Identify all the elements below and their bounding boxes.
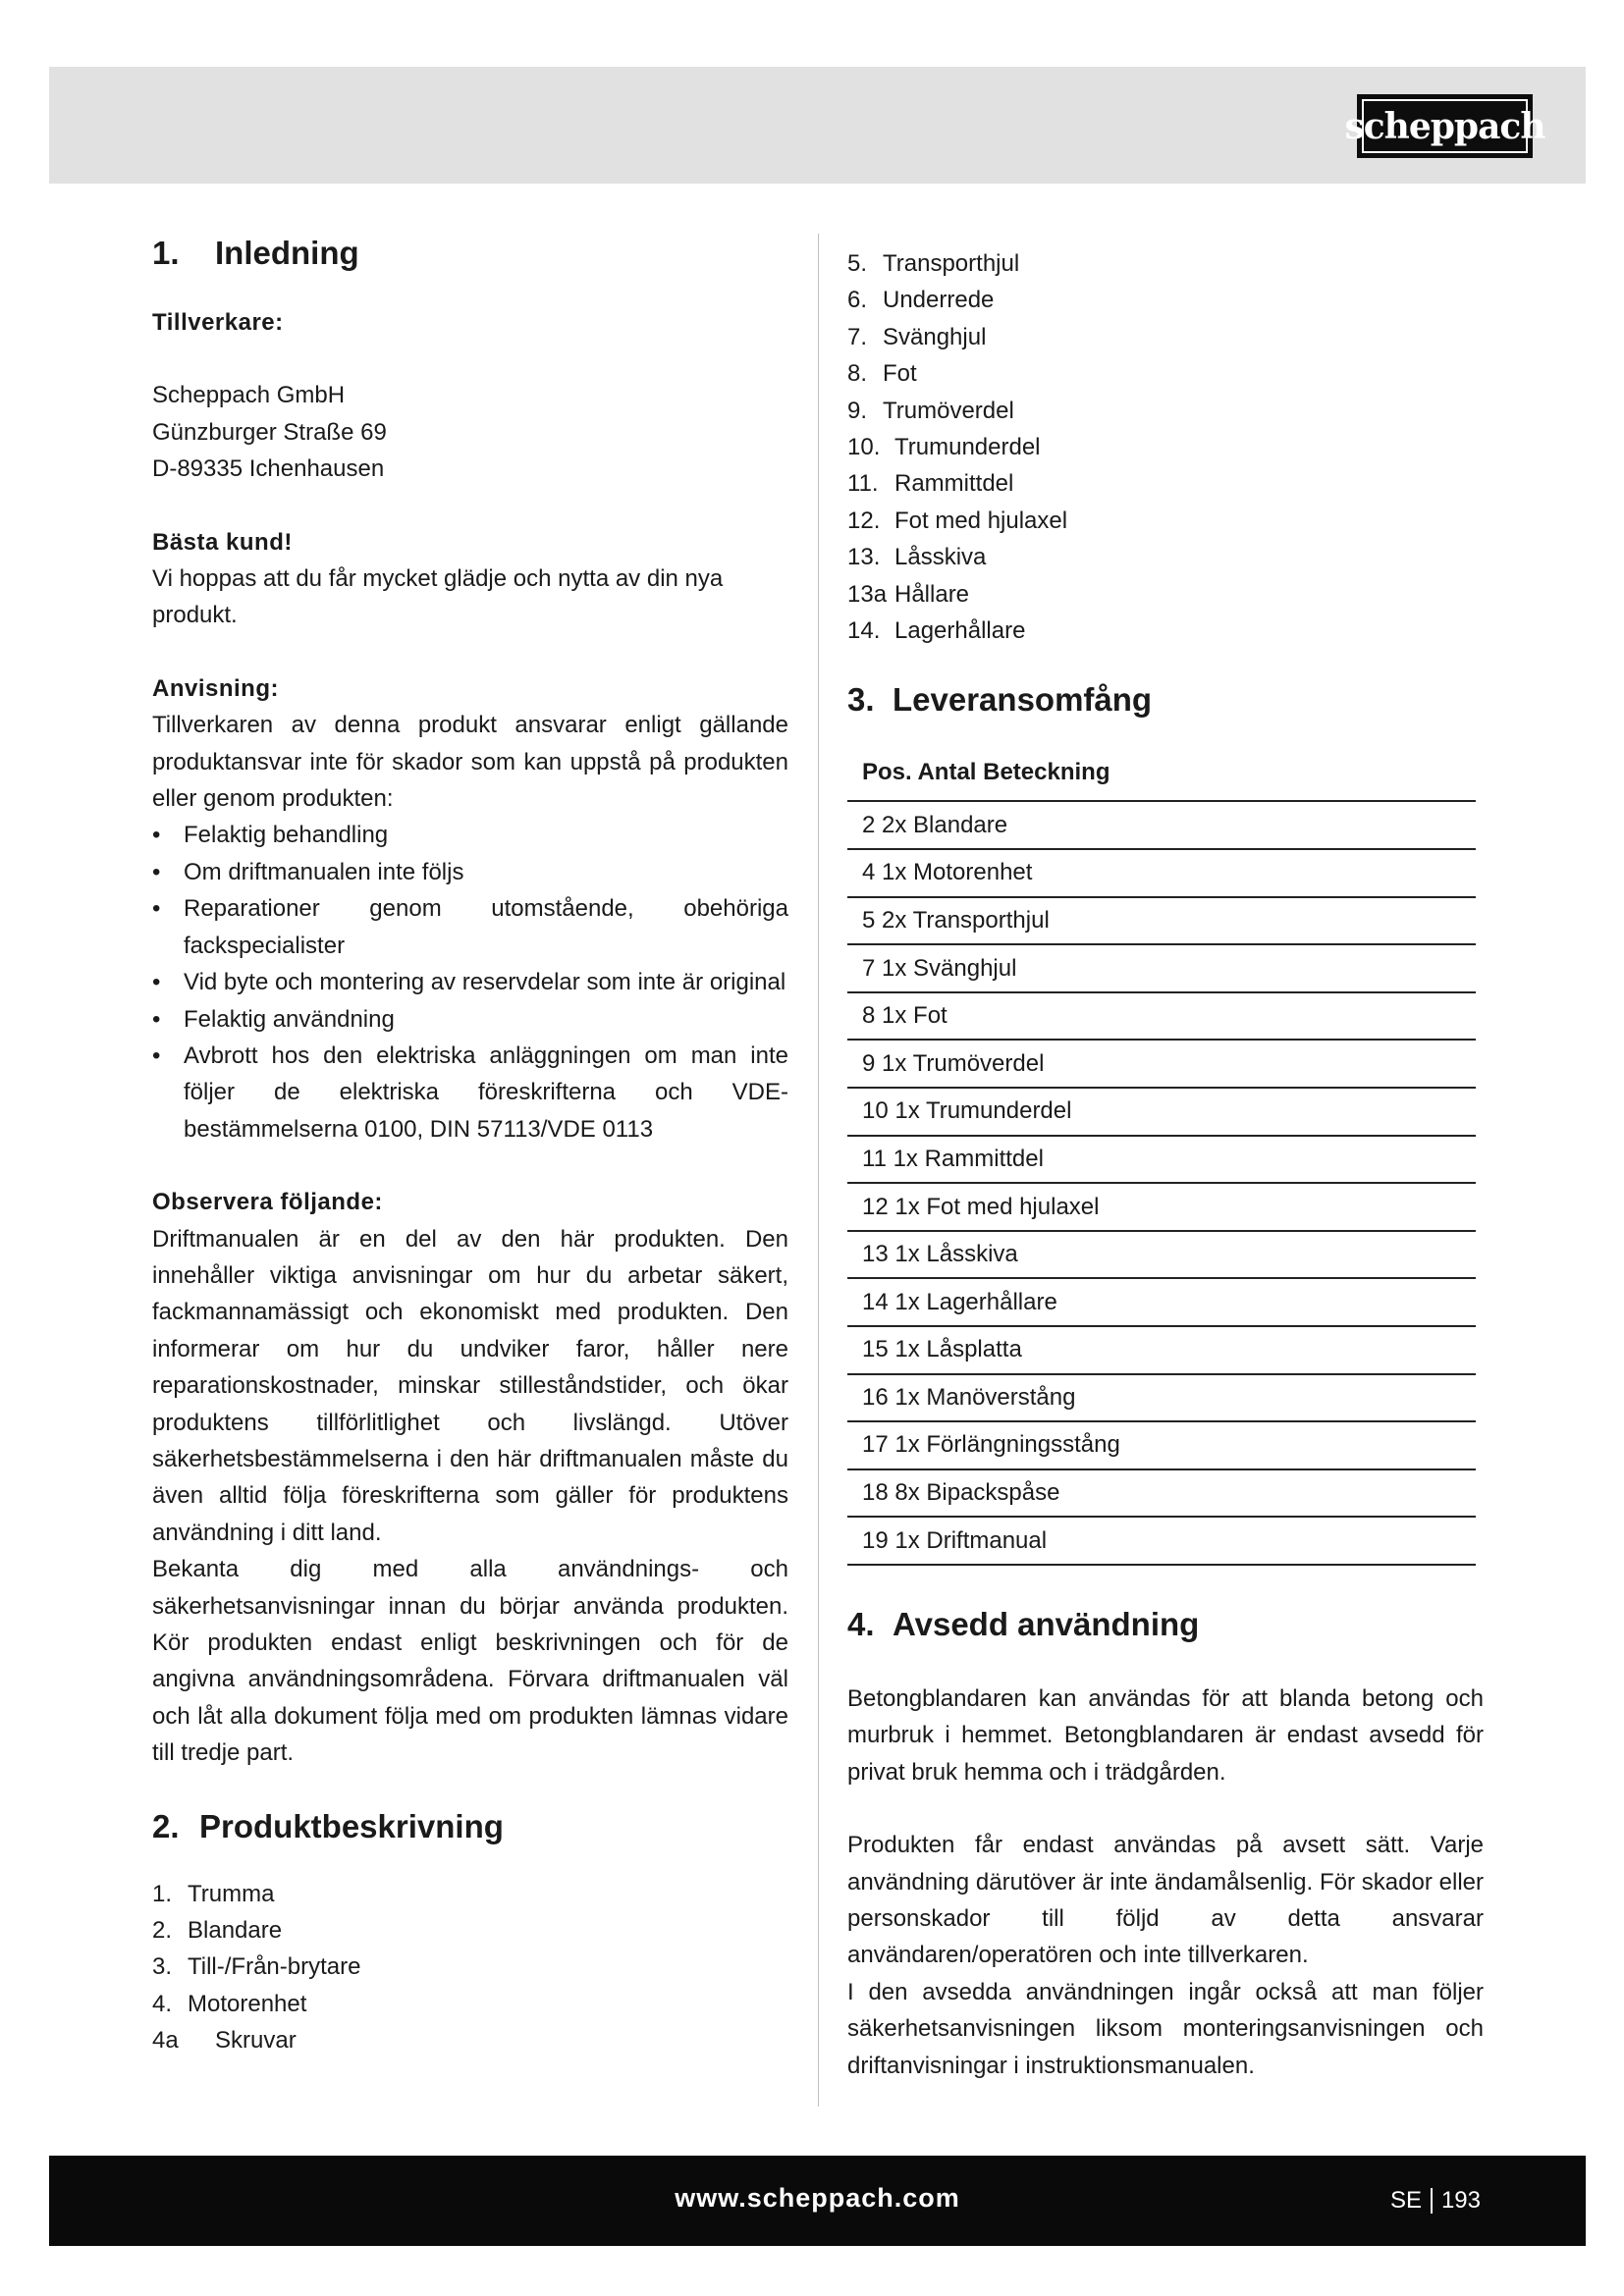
list-item [847, 355, 1484, 392]
delivery-table [847, 745, 1476, 1566]
item-number: 13a [847, 580, 888, 608]
product-parts-list [152, 1876, 788, 2059]
list-item [847, 319, 1484, 355]
list-item [152, 1986, 788, 2022]
list-item [847, 245, 1484, 282]
item-label: Transporthjul [883, 250, 1020, 277]
left-column [152, 234, 788, 2059]
section-4-title [847, 1605, 1484, 1644]
list-item: • Avbrott hos den elektriska anläggningen om man inte följer de elektriska föreskrifterna och VDE-bestämmelserna 0100, DIN 57113/VDE 0113 [152, 1038, 788, 1148]
greeting-text: Vi hoppas att du får mycket glädje och nytta av din nya produkt. [152, 565, 724, 629]
page-indicator [1390, 2187, 1481, 2215]
table-row: 8 1x Fot [847, 993, 1476, 1041]
right-column [847, 245, 1484, 2084]
item-number: 11. [847, 470, 879, 498]
intended-use-text-3: I den avsedda användningen ingår också att man följer säkerhetsanvisningen liksom monteringsanvisningen och driftanvisningar i instruktionsmanualen. [847, 1978, 1484, 2079]
section-title-text: Produktbeskrivning [199, 1807, 504, 1844]
observe-text: Driftmanualen är en del av den här produkten. Den innehåller viktiga anvisningar om hur du arbetar säkert, fackmannamässigt och ekonomiskt med produkten. Den informerar om hur du undviker faror, håller nere reparationskostnader, minskar stilleståndstider, och ökar produktens tillförlitlighet och livslängd. Utöver säkerhetsbestämmelserna i den här driftmanualen måste du även alltid följa föreskrifterna som gäller för produktens användning i ditt land. [152, 1225, 788, 1546]
section-number: 1. [152, 235, 180, 271]
product-parts-list-continued [847, 245, 1484, 649]
list-item [847, 465, 1484, 502]
list-item [847, 429, 1484, 465]
list-item [152, 1949, 788, 1985]
section-title-text: Leveransomfång [893, 681, 1153, 719]
item-number: 14. [847, 617, 881, 645]
table-row: 4 1x Motorenhet [847, 850, 1476, 898]
section-number: 4. [847, 1605, 875, 1642]
item-number: 1. [152, 1880, 173, 1907]
table-row: 16 1x Manöverstång [847, 1375, 1476, 1423]
list-item [847, 282, 1484, 318]
section-title-text: Avsedd användning [893, 1605, 1200, 1642]
page-separator [1431, 2188, 1433, 2214]
list-item: • Om driftmanualen inte följs [152, 854, 788, 890]
manufacturer-label: Tillverkare: [152, 309, 284, 336]
logo-text: scheppach [1344, 105, 1545, 147]
greeting-label: Bästa kund! [152, 528, 293, 556]
item-label: Underrede [883, 287, 995, 314]
list-item [847, 393, 1484, 429]
item-number: 3. [152, 1953, 173, 1981]
section-1-title [152, 234, 788, 273]
item-label: Svänghjul [883, 323, 987, 350]
list-item: • Felaktig användning [152, 1001, 788, 1038]
footer [49, 2156, 1586, 2246]
list-item [152, 2022, 788, 2058]
item-number: 4. [152, 1990, 173, 2017]
address-line: Scheppach GmbH [152, 382, 346, 409]
item-label: Trumöverdel [883, 397, 1014, 424]
item-label: Trumunderdel [894, 434, 1041, 461]
section-3-title [847, 680, 1484, 720]
item-number: 10. [847, 434, 881, 461]
table-row: 5 2x Transporthjul [847, 898, 1476, 946]
table-row: 2 2x Blandare [847, 802, 1476, 850]
section-2-title [152, 1807, 788, 1846]
table-row: 14 1x Lagerhållare [847, 1279, 1476, 1327]
address-line: Günzburger Straße 69 [152, 418, 387, 446]
intended-use-text: Betongblandaren kan användas för att blanda betong och murbruk i hemmet. Betongblandaren är endast avsedd för privat bruk hemma och i trädgården. [847, 1684, 1484, 1786]
item-label: Till-/Från-brytare [188, 1953, 361, 1981]
item-number: 6. [847, 287, 868, 314]
list-item [847, 539, 1484, 575]
notice-text: Tillverkaren av denna produkt ansvarar enligt gällande produktansvar inte för skador som kan uppstå på produkten eller genom produkten: [152, 712, 788, 813]
item-label: Trumma [188, 1880, 275, 1907]
footer-url: www.scheppach.com [675, 2183, 960, 2213]
address-line: D-89335 Ichenhausen [152, 455, 385, 483]
notice-list [152, 817, 788, 1148]
table-row: 12 1x Fot med hjulaxel [847, 1184, 1476, 1232]
item-number: 4a [152, 2027, 179, 2055]
page-number: 193 [1440, 2187, 1481, 2214]
item-label: Fot med hjulaxel [894, 507, 1068, 534]
table-row: 19 1x Driftmanual [847, 1518, 1476, 1566]
list-item: • Vid byte och montering av reservdelar som inte är original [152, 964, 788, 1000]
list-item: • Felaktig behandling [152, 817, 788, 853]
item-label: Rammittdel [894, 470, 1014, 498]
table-row: 10 1x Trumunderdel [847, 1089, 1476, 1137]
item-label: Låsskiva [894, 544, 987, 571]
table-row: 17 1x Förlängningsstång [847, 1422, 1476, 1470]
list-item [847, 613, 1484, 649]
list-item [152, 1912, 788, 1949]
item-number: 5. [847, 250, 868, 277]
item-label: Motorenhet [188, 1990, 307, 2017]
list-item [847, 503, 1484, 539]
table-row: 9 1x Trumöverdel [847, 1041, 1476, 1089]
column-divider [818, 234, 819, 2107]
intended-use-text-2: Produkten får endast användas på avsett sätt. Varje användning därutöver är inte ändamålsenlig. För skador eller personskador till följd av detta ansvarar användaren/operatören och inte tillverkaren. [847, 1832, 1484, 1969]
item-number: 12. [847, 507, 881, 534]
table-row: 18 8x Bipackspåse [847, 1470, 1476, 1519]
item-label: Lagerhållare [894, 617, 1026, 645]
scheppach-logo [1344, 94, 1545, 158]
manufacturer-address [152, 377, 788, 487]
table-row: 13 1x Låsskiva [847, 1232, 1476, 1280]
table-row: 15 1x Låsplatta [847, 1327, 1476, 1375]
list-item: • Reparationer genom utomstående, obehöriga fackspecialister [152, 890, 788, 964]
item-label: Hållare [894, 580, 970, 608]
item-label: Blandare [188, 1917, 283, 1945]
item-number: 2. [152, 1917, 173, 1945]
list-item [152, 1876, 788, 1912]
table-row: 7 1x Svänghjul [847, 945, 1476, 993]
item-label: Fot [883, 360, 917, 388]
item-number: 7. [847, 323, 868, 350]
language-code: SE [1389, 2187, 1422, 2214]
list-item [847, 576, 1484, 613]
notice-label: Anvisning: [152, 674, 279, 702]
section-title-text: Inledning [215, 235, 359, 271]
table-header: Pos. Antal Beteckning [847, 745, 1476, 802]
section-number: 2. [152, 1807, 180, 1844]
observe-text-2: Bekanta dig med alla användnings- och säkerhetsanvisningar innan du börjar använda produkten. Kör produkten endast enligt beskrivningen och för de angivna användningsområdena. Förvara driftmanualen väl och låt alla dokument följa med om produkten lämnas vidare till tredje part. [152, 1556, 788, 1767]
item-label: Skruvar [215, 2027, 297, 2055]
item-number: 8. [847, 360, 868, 388]
section-number: 3. [847, 681, 875, 719]
item-number: 9. [847, 397, 868, 424]
table-row: 11 1x Rammittdel [847, 1137, 1476, 1185]
item-number: 13. [847, 544, 881, 571]
observe-label: Observera följande: [152, 1189, 383, 1216]
